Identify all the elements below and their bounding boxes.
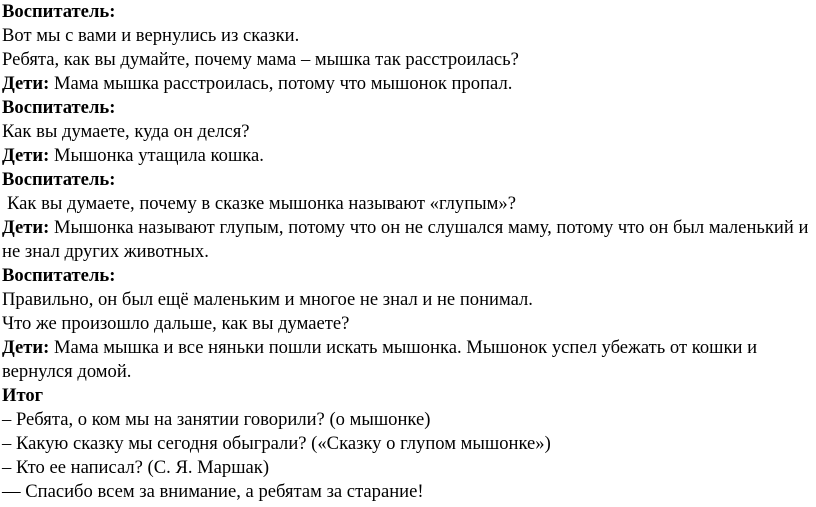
speaker-label: Воспитатель: [2, 265, 116, 286]
children-reply [2, 216, 812, 264]
speaker-label: Итог [2, 385, 44, 406]
speaker-label: Дети: [2, 145, 50, 166]
summary-heading [2, 384, 812, 408]
speaker-educator [2, 0, 812, 24]
children-reply [2, 72, 812, 96]
speaker-label: Дети: [2, 337, 50, 358]
speaker-label: Воспитатель: [2, 1, 116, 22]
speaker-label: Дети: [2, 217, 50, 238]
paragraph: Ребята, как вы думайте, почему мама – мышка так расстроилась? [2, 49, 519, 70]
paragraph: Правильно, он был ещё маленьким и многое не знал и не понимал. [2, 289, 533, 310]
speaker-label: Воспитатель: [2, 169, 116, 190]
paragraph: Что же произошло дальше, как вы думаете? [2, 313, 350, 334]
reply-text: Мама мышка расстроилась, потому что мышонок пропал. [49, 73, 513, 94]
paragraph: Как вы думаете, почему в сказке мышонка называют «глупым»? [7, 193, 516, 214]
paragraph: Как вы думаете, куда он делся? [2, 121, 250, 142]
children-reply [2, 144, 812, 168]
speaker-educator [2, 264, 812, 288]
reply-text: Мама мышка и все няньки пошли искать мышонка. Мышонок успел убежать от кошки и вернулся домой. [2, 337, 758, 382]
summary-item: – Кто ее написал? (С. Я. Маршак) [2, 457, 270, 478]
speaker-educator [2, 96, 812, 120]
closing-line: — Спасибо всем за внимание, а ребятам за старание! [2, 481, 424, 502]
reply-text: Мышонка утащила кошка. [49, 145, 264, 166]
summary-item: – Какую сказку мы сегодня обыграли? («Сказку о глупом мышонке») [2, 433, 551, 454]
reply-text: Мышонка называют глупым, потому что он не слушался маму, потому что он был маленький и не знал других животных. [2, 217, 809, 262]
speaker-label: Воспитатель: [2, 97, 116, 118]
paragraph: Вот мы с вами и вернулись из сказки. [2, 25, 300, 46]
children-reply [2, 336, 812, 384]
speaker-educator [2, 168, 812, 192]
speaker-label: Дети: [2, 73, 50, 94]
summary-item: – Ребята, о ком мы на занятии говорили? (о мышонке) [2, 409, 431, 430]
